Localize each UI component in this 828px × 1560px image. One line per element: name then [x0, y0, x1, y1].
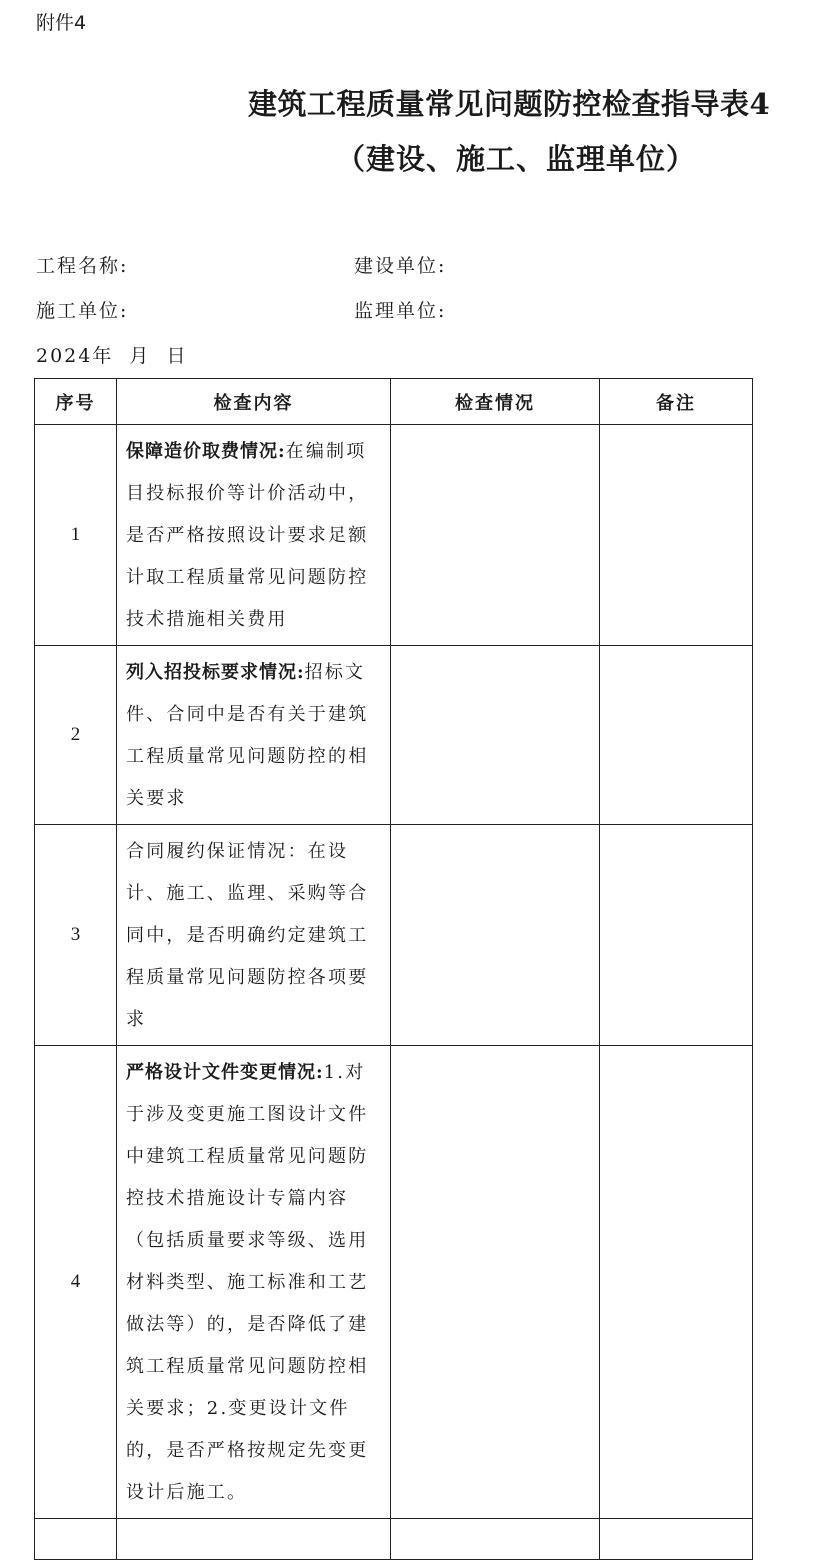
table-row [35, 646, 753, 825]
row-remark-cell[interactable] [600, 1519, 753, 1560]
row-remark-cell[interactable] [600, 425, 753, 646]
row-number: 1 [35, 425, 117, 646]
row-remark-cell[interactable] [600, 646, 753, 825]
row-content-heading: 列入招投标要求情况: [126, 662, 305, 683]
row-number: 2 [35, 646, 117, 825]
supervisor-label: 监理单位: [354, 300, 447, 322]
row-content [117, 1519, 391, 1560]
page-subtitle: （建设、施工、监理单位） [336, 142, 697, 176]
header-status: 检查情况 [391, 379, 600, 425]
date-label: 2024年 月 日 [36, 345, 188, 367]
row-remark-cell[interactable] [600, 1046, 753, 1519]
inspection-table [34, 378, 753, 1560]
row-content-heading: 严格设计文件变更情况: [126, 1062, 324, 1083]
project-name-label: 工程名称: [36, 255, 129, 277]
row-content [117, 1046, 391, 1519]
row-content-text: 招标文件、合同中是否有关于建筑工程质量常见问题防控的相关要求 [126, 662, 369, 809]
row-content-text: 合同履约保证情况：在设计、施工、监理、采购等合同中，是否明确约定建筑工程质量常见问题防控各项要求 [126, 841, 369, 1030]
row-content [117, 825, 391, 1046]
row-content [117, 646, 391, 825]
header-remark: 备注 [600, 379, 753, 425]
header-number: 序号 [35, 379, 117, 425]
row-remark-cell[interactable] [600, 825, 753, 1046]
row-status-cell[interactable] [391, 425, 600, 646]
header-content: 检查内容 [117, 379, 391, 425]
row-content-heading: 保障造价取费情况: [126, 441, 286, 462]
table-row [35, 425, 753, 646]
row-number: 4 [35, 1046, 117, 1519]
row-status-cell[interactable] [391, 1046, 600, 1519]
row-status-cell[interactable] [391, 825, 600, 1046]
row-status-cell[interactable] [391, 1519, 600, 1560]
table-header-row [35, 379, 753, 425]
row-status-cell[interactable] [391, 646, 600, 825]
attachment-label: 附件4 [36, 12, 87, 34]
row-number [35, 1519, 117, 1560]
table-row-partial [35, 1519, 753, 1560]
row-content-text: 在编制项目投标报价等计价活动中，是否严格按照设计要求足额计取工程质量常见问题防控技术措施相关费用 [126, 441, 369, 630]
row-content-text: 1.对于涉及变更施工图设计文件中建筑工程质量常见问题防控技术措施设计专篇内容（包括质量要求等级、选用材料类型、施工标准和工艺做法等）的，是否降低了建筑工程质量常见问题防控相关要求；2.变更设计文件的，是否严格按规定先变更设计后施工。 [126, 1062, 369, 1503]
row-number: 3 [35, 825, 117, 1046]
contractor-label: 施工单位: [36, 300, 129, 322]
row-content [117, 425, 391, 646]
table-row [35, 1046, 753, 1519]
table-row [35, 825, 753, 1046]
page-title: 建筑工程质量常见问题防控检查指导表4 [248, 87, 771, 121]
construction-owner-label: 建设单位: [354, 255, 447, 277]
